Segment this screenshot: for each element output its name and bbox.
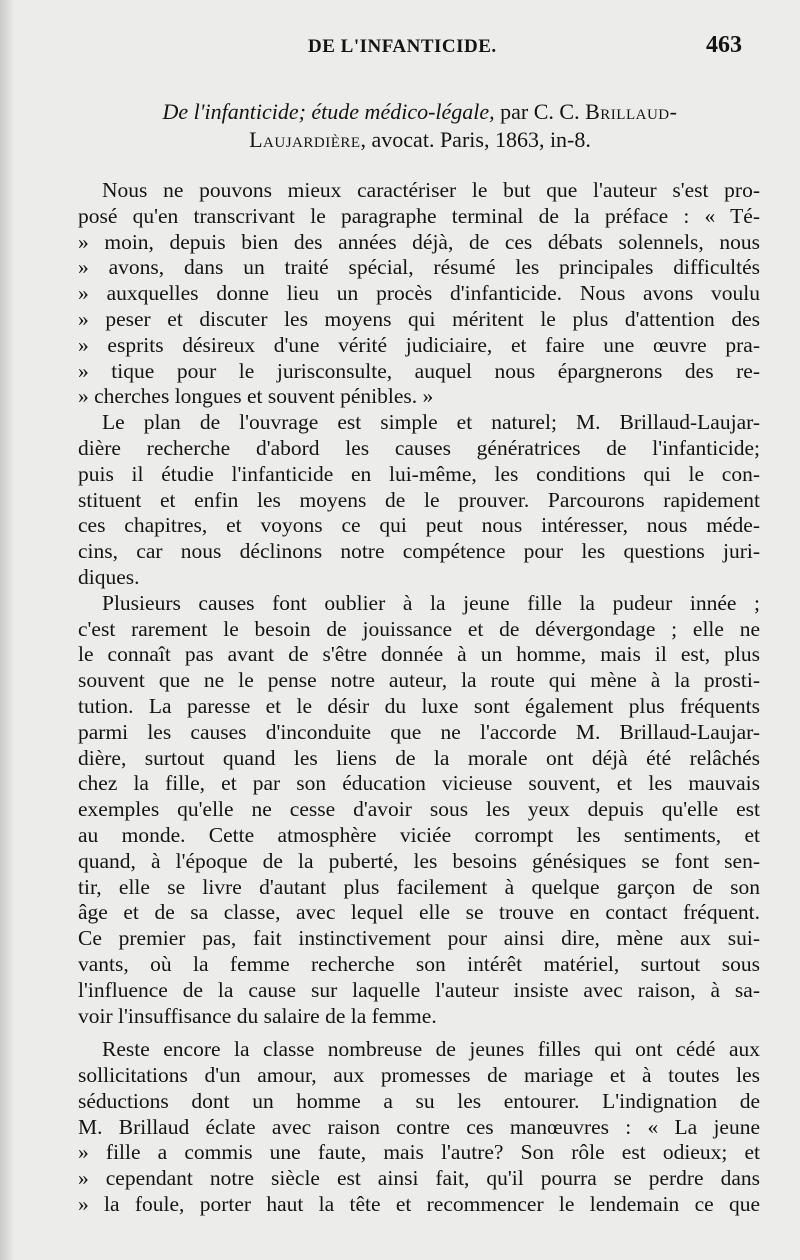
citation-details: , avocat. Paris, 1863, in-8. xyxy=(360,127,591,152)
paragraph xyxy=(78,1037,760,1218)
paragraph xyxy=(78,410,760,591)
text-line: dière, surtout quand les liens de la morale ont déjà été relâchés xyxy=(78,745,760,770)
text-line: tir, elle se livre d'autant plus facilement à quelque garçon de son xyxy=(78,874,760,899)
text-line: » cependant notre siècle est ainsi fait, qu'il pourra se perdre dans xyxy=(78,1166,760,1191)
paragraph xyxy=(78,591,760,1030)
text-line: » peser et discuter les moyens qui méritent le plus d'attention des xyxy=(78,306,760,331)
text-line: Le plan de l'ouvrage est simple et naturel; M. Brillaud-Laujar- xyxy=(102,410,760,435)
text-line: le connaît pas avant de s'être donnée à un homme, mais il est, plus xyxy=(78,642,760,667)
text-line: » esprits désireux d'une vérité judiciaire, et faire une œuvre pra- xyxy=(78,332,760,357)
page-header xyxy=(0,32,800,62)
paragraph xyxy=(78,178,760,410)
text-line: Plusieurs causes font oublier à la jeune fille la pudeur innée ; xyxy=(102,590,760,615)
review-body xyxy=(78,178,760,1218)
text-line: » moin, depuis bien des années déjà, de ces débats solennels, nous xyxy=(78,229,760,254)
text-line: » tique pour le jurisconsulte, auquel nous épargnerons des re- xyxy=(78,358,760,383)
text-line: c'est rarement le besoin de jouissance et de dévergondage ; elle ne xyxy=(78,616,760,641)
text-line: Ce premier pas, fait instinctivement pour ainsi dire, mène aux sui- xyxy=(78,926,760,951)
text-line: Reste encore la classe nombreuse de jeunes filles qui ont cédé aux xyxy=(102,1037,760,1062)
citation-title: De l'infanticide; étude médico-légale, xyxy=(162,99,495,124)
text-line: » cherches longues et souvent pénibles. » xyxy=(78,384,434,409)
paragraph-gap xyxy=(78,1029,760,1037)
book-citation xyxy=(120,98,720,154)
text-line: » auxquelles donne lieu un procès d'infanticide. Nous avons voulu xyxy=(78,281,760,306)
citation-author-part-1: Brillaud- xyxy=(585,99,678,124)
text-line: vants, où la femme recherche son intérêt matériel, surtout sous xyxy=(78,951,760,976)
text-line: séductions dont un homme a su les entourer. L'indignation de xyxy=(78,1088,760,1113)
text-line: cins, car nous déclinons notre compétence pour les questions juri- xyxy=(78,539,760,564)
text-line: » avons, dans un traité spécial, résumé les principales difficultés xyxy=(78,255,760,280)
text-line: Nous ne pouvons mieux caractériser le but que l'auteur s'est pro- xyxy=(102,178,760,202)
text-line: exemples qu'elle ne cesse d'avoir sous les yeux depuis qu'elle est xyxy=(78,797,760,822)
text-line: puis il étudie l'infanticide en lui-même, les conditions qui le con- xyxy=(78,461,760,486)
text-line: au monde. Cette atmosphère viciée corrompt les sentiments, et xyxy=(78,822,760,847)
running-head: DE L'INFANTICIDE. xyxy=(308,36,497,57)
text-line: parmi les causes d'inconduite que ne l'accorde M. Brillaud-Laujar- xyxy=(78,719,760,744)
text-line: quand, à l'époque de la puberté, les besoins génésiques se font sen- xyxy=(78,848,760,873)
page-spine-shadow xyxy=(0,0,14,1260)
citation-author-part-2: Laujardière xyxy=(249,127,361,152)
citation-by: par C. C. xyxy=(494,99,586,124)
text-line: souvent que ne le pense notre auteur, la route qui mène à la prosti- xyxy=(78,668,760,693)
text-line: stituent et enfin les moyens de le prouver. Parcourons rapidement xyxy=(78,487,760,512)
text-line: sollicitations d'un amour, aux promesses de mariage et à toutes les xyxy=(78,1063,760,1088)
text-line: ces chapitres, et voyons ce qui peut nous intéresser, nous méde- xyxy=(78,513,760,538)
text-line: dière recherche d'abord les causes génératrices de l'infanticide; xyxy=(78,435,760,460)
text-line: voir l'insuffisance du salaire de la femme. xyxy=(78,1003,437,1028)
text-line: posé qu'en transcrivant le paragraphe terminal de la préface : « Té- xyxy=(78,203,760,228)
text-line: » fille a commis une faute, mais l'autre? Son rôle est odieux; et xyxy=(78,1140,760,1165)
page-number: 463 xyxy=(706,32,742,58)
text-line: âge et de sa classe, avec lequel elle se trouve en contact fréquent. xyxy=(78,900,760,925)
text-line: tution. La paresse et le désir du luxe sont également plus fréquents xyxy=(78,693,760,718)
text-line: diques. xyxy=(78,564,140,589)
text-line: l'influence de la cause sur laquelle l'auteur insiste avec raison, à sa- xyxy=(78,977,760,1002)
text-line: » la foule, porter haut la tête et recommencer le lendemain ce que xyxy=(78,1192,760,1217)
text-line: M. Brillaud éclate avec raison contre ces manœuvres : « La jeune xyxy=(78,1114,760,1139)
text-line: chez la fille, et par son éducation vicieuse souvent, et les mauvais xyxy=(78,771,760,796)
